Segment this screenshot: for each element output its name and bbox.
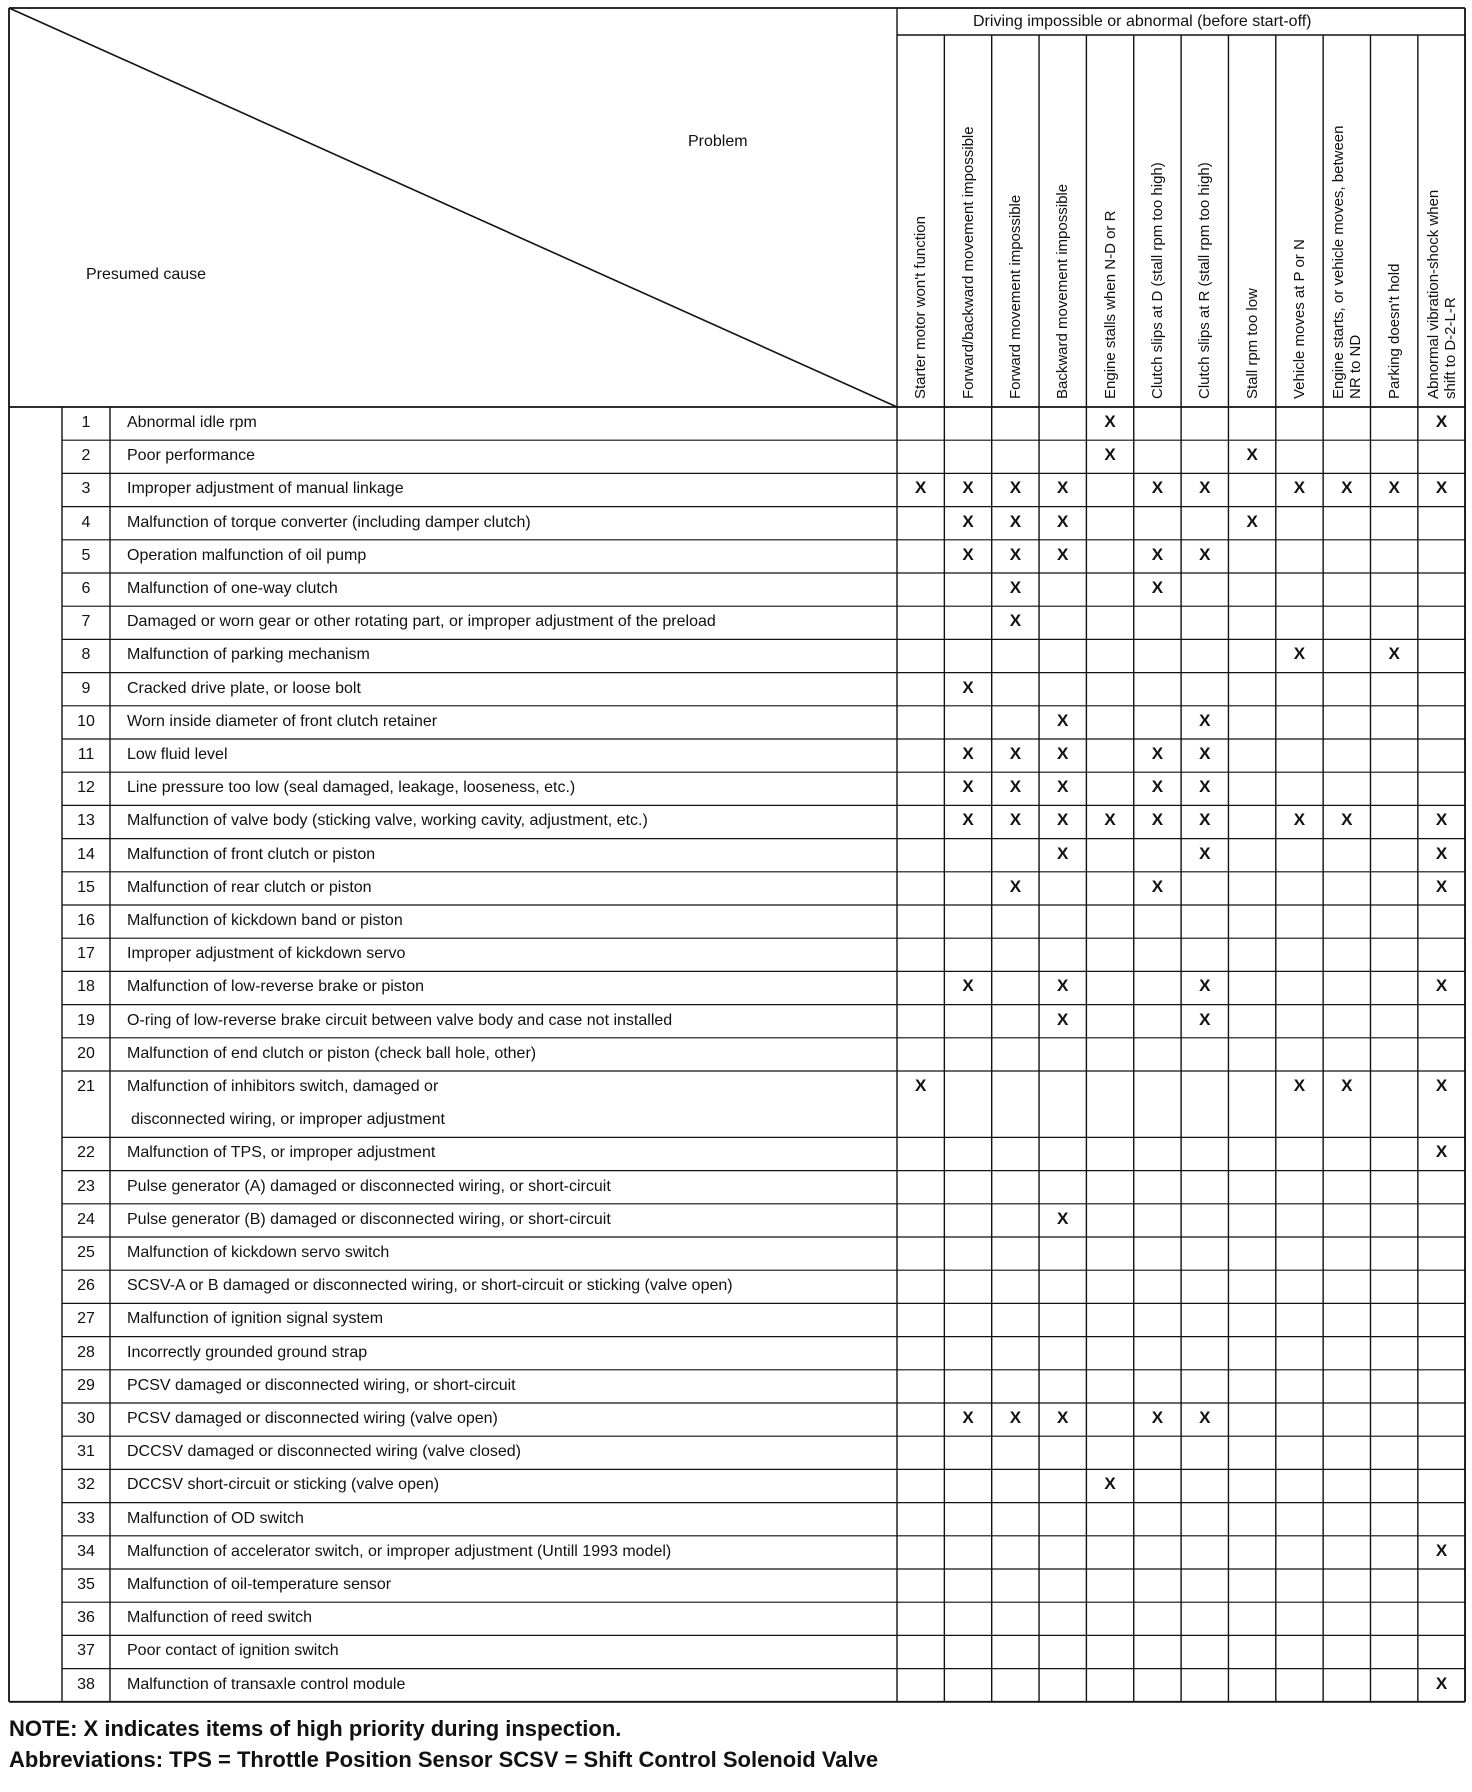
cause-text: Malfunction of oil-temperature sensor [127, 1576, 392, 1593]
priority-mark: X [1199, 544, 1211, 564]
priority-mark: X [1104, 412, 1116, 431]
priority-mark: X [1151, 478, 1164, 498]
column-header-1 [912, 216, 930, 400]
cause-text: DCCSV damaged or disconnected wiring (valve closed) [127, 1443, 521, 1461]
priority-mark: X [1246, 445, 1258, 465]
cause-text: Low fluid level [127, 746, 228, 763]
row-number: 5 [81, 546, 91, 564]
column-header-label: Backward movement impossible [1054, 183, 1072, 399]
column-header-11 [1385, 263, 1403, 400]
priority-mark: X [1057, 1408, 1069, 1427]
group-header: Driving impossible or abnormal (before start-off) [973, 13, 1312, 30]
cause-text: Malfunction of TPS, or improper adjustment [127, 1144, 436, 1162]
priority-mark: X [962, 976, 974, 996]
column-header-2 [959, 126, 977, 400]
row-number: 3 [81, 480, 91, 498]
cause-text: Malfunction of accelerator switch, or improper adjustment (Untill 1993 model) [127, 1542, 672, 1560]
column-header-5 [1101, 210, 1119, 400]
row-number: 31 [77, 1443, 95, 1461]
priority-mark: X [1435, 843, 1448, 863]
priority-mark: X [1151, 810, 1164, 830]
column-header-label: Stall rpm too low [1243, 288, 1261, 399]
row-number: 10 [77, 712, 95, 730]
column-header-12 [1424, 189, 1442, 400]
priority-mark: X [1151, 876, 1164, 896]
priority-mark: X [1057, 478, 1069, 498]
column-header-10 [1346, 334, 1364, 400]
priority-mark: X [1199, 744, 1211, 763]
priority-mark: X [1151, 544, 1164, 564]
column-header-6 [1148, 162, 1166, 400]
priority-mark: X [1057, 710, 1069, 730]
column-header-label: Abnormal vibration-shock when [1424, 189, 1442, 399]
row-number: 16 [77, 912, 95, 929]
cause-text: Abnormal idle rpm [127, 414, 257, 431]
cause-text: Malfunction of reed switch [127, 1609, 312, 1627]
column-header-label: Vehicle moves at P or N [1290, 239, 1308, 399]
row-number: 9 [81, 679, 91, 697]
cause-text: SCSV-A or B damaged or disconnected wiring, or short-circuit or sticking (valve open) [127, 1277, 733, 1295]
cause-text: Improper adjustment of kickdown servo [127, 945, 406, 963]
row-number: 1 [81, 414, 91, 431]
row-number: 36 [77, 1609, 95, 1627]
column-header-7 [1196, 162, 1214, 400]
row-number: 22 [77, 1144, 95, 1162]
priority-mark: X [1057, 810, 1069, 830]
priority-mark: X [1104, 810, 1116, 830]
column-header-4 [1054, 183, 1072, 400]
note-text: NOTE: X indicates items of high priority during inspection. [9, 1716, 622, 1741]
cause-text: Improper adjustment of manual linkage [127, 480, 404, 498]
priority-mark: X [1009, 544, 1022, 564]
column-header-label: NR to ND [1346, 334, 1364, 399]
row-number: 2 [81, 447, 91, 465]
row-number: 35 [77, 1576, 95, 1593]
priority-mark: X [1009, 1408, 1022, 1427]
column-header-12 [1441, 297, 1459, 400]
priority-mark: X [1435, 412, 1448, 431]
row-number: 33 [77, 1509, 95, 1527]
cause-text: Malfunction of OD switch [127, 1509, 304, 1527]
priority-mark: X [1435, 1540, 1448, 1560]
priority-mark: X [1009, 777, 1022, 797]
priority-mark: X [1009, 611, 1022, 631]
cause-text: Malfunction of torque converter (including damper clutch) [127, 513, 531, 531]
cause-text: PCSV damaged or disconnected wiring, or short-circuit [127, 1376, 516, 1394]
priority-mark: X [1199, 1408, 1211, 1427]
row-number: 13 [77, 812, 95, 830]
priority-mark: X [962, 677, 974, 697]
cause-text: Cracked drive plate, or loose bolt [127, 679, 361, 697]
cause-text: Malfunction of end clutch or piston (check ball hole, other) [127, 1044, 537, 1062]
row-number: 20 [77, 1044, 95, 1062]
priority-mark: X [1009, 478, 1022, 498]
cause-text: Incorrectly grounded ground strap [127, 1343, 368, 1361]
cause-text: Line pressure too low (seal damaged, leakage, looseness, etc.) [127, 779, 576, 797]
priority-mark: X [1009, 511, 1022, 531]
row-number: 25 [77, 1244, 95, 1261]
column-header-label: shift to D-2-L-R [1441, 297, 1459, 399]
column-header-3 [1006, 194, 1024, 400]
cause-text: DCCSV short-circuit or sticking (valve open) [127, 1476, 440, 1494]
priority-mark: X [1435, 810, 1448, 830]
cause-text: disconnected wiring, or improper adjustment [131, 1111, 445, 1129]
priority-mark: X [1009, 810, 1022, 830]
priority-mark: X [1293, 1076, 1306, 1095]
priority-mark: X [1435, 1673, 1448, 1693]
column-header-label: Clutch slips at D (stall rpm too high) [1148, 162, 1166, 399]
priority-mark: X [1009, 578, 1022, 597]
cause-text: Worn inside diameter of front clutch retainer [127, 712, 438, 730]
priority-mark: X [1199, 478, 1211, 498]
cause-text: Poor contact of ignition switch [127, 1642, 339, 1660]
priority-mark: X [1435, 478, 1448, 498]
priority-mark: X [1104, 445, 1116, 465]
row-number: 32 [77, 1476, 95, 1494]
priority-mark: X [1435, 1142, 1448, 1162]
cause-text: Malfunction of ignition signal system [127, 1310, 384, 1328]
priority-mark: X [1199, 1009, 1211, 1029]
column-header-label: Starter motor won't function [912, 216, 930, 399]
priority-mark: X [962, 810, 974, 830]
priority-mark: X [1388, 644, 1400, 664]
cause-text: O-ring of low-reverse brake circuit between valve body and case not installed [127, 1011, 673, 1029]
priority-mark: X [1151, 578, 1164, 597]
priority-mark: X [1435, 876, 1448, 896]
priority-mark: X [1057, 777, 1069, 797]
priority-mark: X [1246, 511, 1258, 531]
priority-mark: X [962, 744, 974, 763]
row-number: 23 [77, 1177, 95, 1195]
priority-mark: X [1388, 478, 1400, 498]
column-header-label: Clutch slips at R (stall rpm too high) [1196, 162, 1214, 399]
row-number: 8 [81, 646, 91, 664]
priority-mark: X [1057, 1208, 1069, 1228]
cause-text: Malfunction of front clutch or piston [127, 845, 376, 863]
cause-text: Pulse generator (B) damaged or disconnected wiring, or short-circuit [127, 1210, 611, 1228]
priority-mark: X [1199, 710, 1211, 730]
cause-text: Malfunction of kickdown servo switch [127, 1244, 390, 1261]
row-number: 12 [77, 779, 95, 797]
row-number: 28 [77, 1343, 95, 1361]
column-header-8 [1243, 288, 1261, 400]
column-header-label: Engine starts, or vehicle moves, between [1329, 125, 1347, 399]
priority-mark: X [1341, 1076, 1353, 1095]
priority-mark: X [1057, 511, 1069, 531]
priority-mark: X [1009, 744, 1022, 763]
priority-mark: X [1057, 976, 1069, 996]
column-header-10 [1329, 125, 1347, 400]
priority-mark: X [962, 777, 974, 797]
cause-text: Malfunction of one-way clutch [127, 580, 338, 597]
priority-mark: X [1341, 478, 1353, 498]
priority-mark: X [1293, 644, 1306, 664]
column-header-9 [1290, 239, 1308, 400]
row-number: 37 [77, 1642, 95, 1660]
row-number: 19 [77, 1011, 95, 1029]
column-header-label: Forward/backward movement impossible [959, 126, 977, 399]
priority-mark: X [1199, 843, 1211, 863]
priority-mark: X [915, 478, 927, 498]
priority-mark: X [1151, 1408, 1164, 1427]
cause-text: Poor performance [127, 447, 256, 465]
cause-text: Malfunction of low-reverse brake or piston [127, 978, 425, 996]
abbreviations-text: Abbreviations: TPS = Throttle Position Sensor SCSV = Shift Control Solenoid Valve [9, 1747, 879, 1772]
priority-mark: X [1151, 777, 1164, 797]
priority-mark: X [1293, 478, 1306, 498]
cause-text: Pulse generator (A) damaged or disconnected wiring, or short-circuit [127, 1177, 611, 1195]
row-number: 4 [81, 513, 91, 531]
row-number: 14 [77, 845, 95, 863]
cause-text: Malfunction of transaxle control module [127, 1675, 406, 1693]
cause-text: Malfunction of kickdown band or piston [127, 912, 403, 929]
priority-mark: X [915, 1076, 927, 1095]
row-number: 15 [77, 878, 95, 896]
priority-mark: X [1199, 777, 1211, 797]
cause-text: Malfunction of parking mechanism [127, 646, 370, 664]
row-number: 18 [77, 978, 95, 996]
column-header-label: Forward movement impossible [1006, 194, 1024, 399]
cause-text: Damaged or worn gear or other rotating part, or improper adjustment of the preload [127, 613, 716, 631]
priority-mark: X [962, 511, 974, 531]
row-number: 38 [77, 1675, 95, 1693]
column-header-label: Engine stalls when N-D or R [1101, 210, 1119, 399]
row-number: 17 [77, 945, 95, 963]
cause-text: Malfunction of valve body (sticking valve, working cavity, adjustment, etc.) [127, 812, 648, 830]
priority-mark: X [1057, 544, 1069, 564]
cause-text: PCSV damaged or disconnected wiring (valve open) [127, 1410, 498, 1427]
row-number: 30 [77, 1410, 95, 1427]
row-number: 7 [81, 613, 91, 631]
priority-mark: X [1009, 876, 1022, 896]
row-number: 6 [81, 580, 91, 597]
priority-mark: X [1341, 810, 1353, 830]
presumed-cause-label: Presumed cause [86, 266, 207, 283]
row-number: 11 [77, 746, 95, 763]
cause-text: Malfunction of inhibitors switch, damaged or [127, 1078, 439, 1095]
row-number: 21 [77, 1078, 95, 1095]
priority-mark: X [1199, 976, 1211, 996]
priority-mark: X [1057, 1009, 1069, 1029]
priority-mark: X [1435, 1076, 1448, 1095]
row-number: 27 [77, 1310, 95, 1328]
problem-label: Problem [688, 133, 748, 150]
priority-mark: X [1435, 976, 1448, 996]
priority-mark: X [962, 544, 974, 564]
cause-text: Operation malfunction of oil pump [127, 546, 367, 564]
diagonal-header-line [9, 8, 897, 407]
row-number: 26 [77, 1277, 95, 1295]
row-number: 24 [77, 1210, 95, 1228]
priority-mark: X [1057, 744, 1069, 763]
priority-mark: X [1104, 1474, 1116, 1494]
row-number: 34 [77, 1542, 95, 1560]
cause-text: Malfunction of rear clutch or piston [127, 878, 372, 896]
priority-mark: X [1199, 810, 1211, 830]
priority-mark: X [1151, 744, 1164, 763]
priority-mark: X [962, 1408, 974, 1427]
column-header-label: Parking doesn't hold [1385, 263, 1403, 399]
priority-mark: X [1057, 843, 1069, 863]
priority-mark: X [962, 478, 974, 498]
row-number: 29 [77, 1376, 95, 1394]
priority-mark: X [1293, 810, 1306, 830]
